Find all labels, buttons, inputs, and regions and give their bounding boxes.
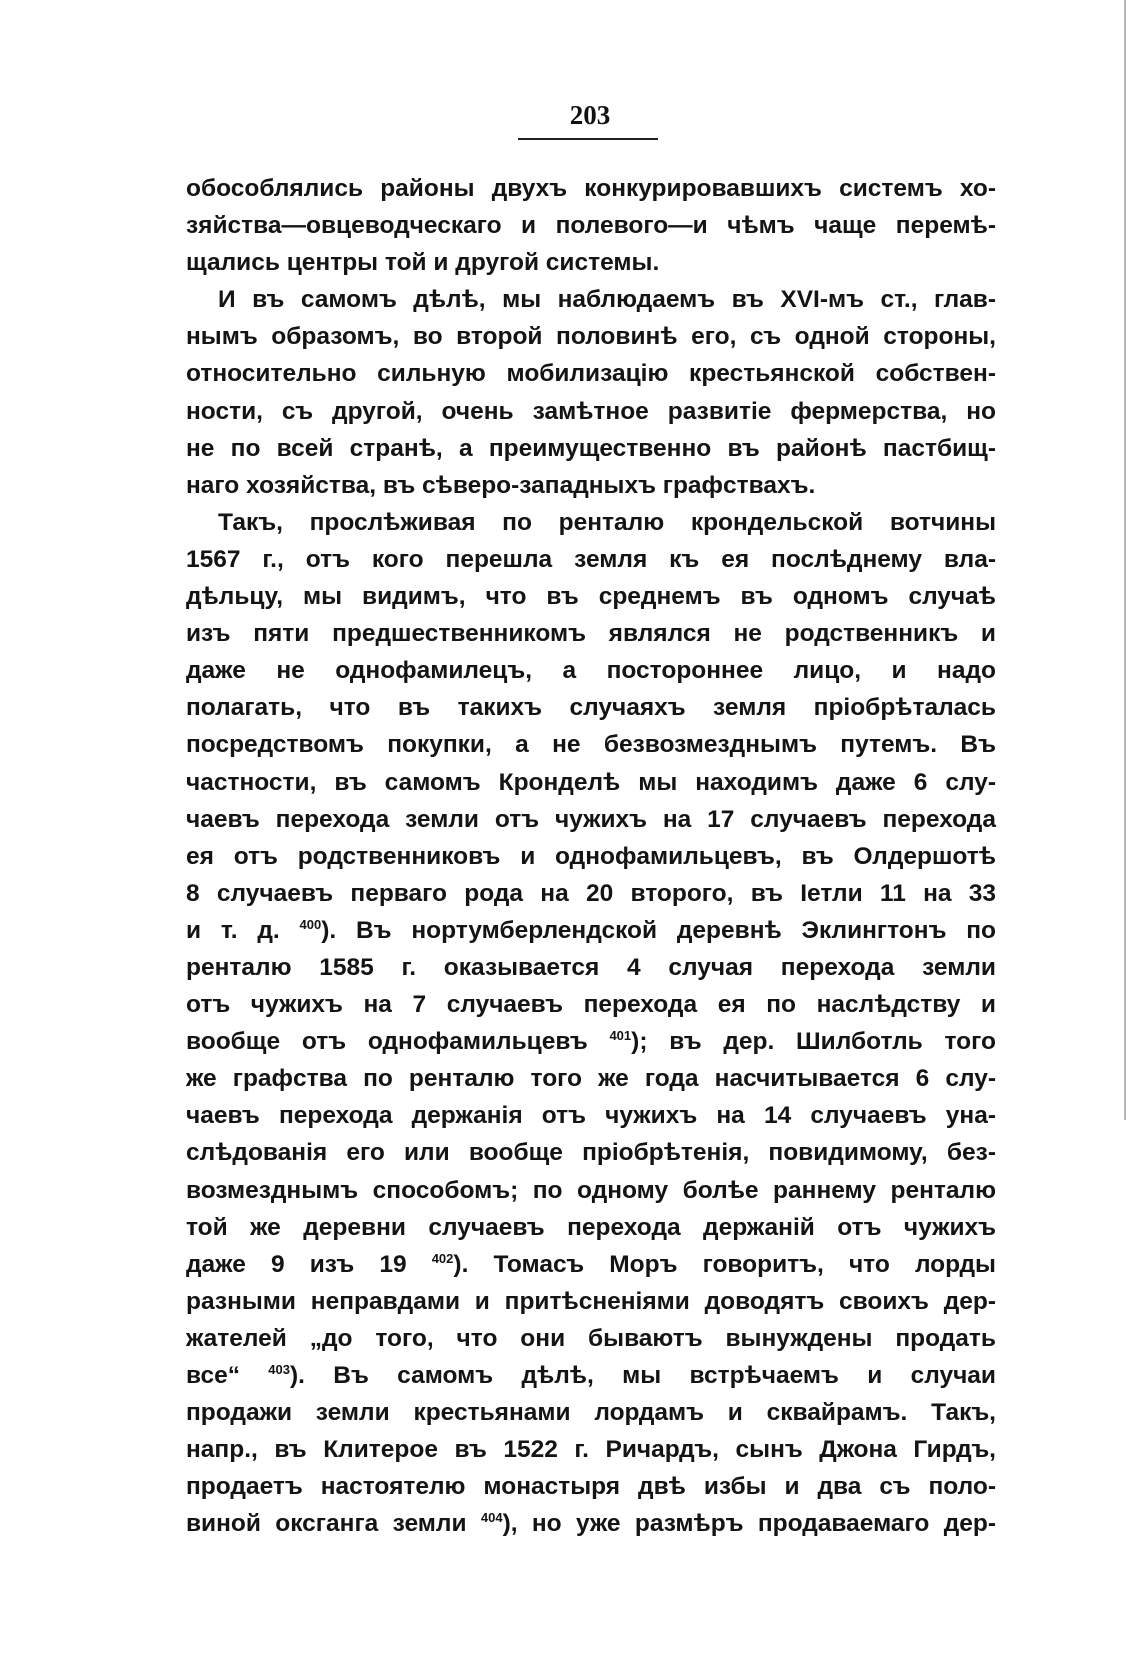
text-line: нымъ образомъ, во второй половинѣ его, съ одной стороны, xyxy=(186,323,996,351)
text-line: частности, въ самомъ Кронделѣ мы находимъ даже 6 слу- xyxy=(186,768,996,796)
footnote-marker: 403 xyxy=(268,1362,290,1377)
text-segment: вообще отъ однофамильцевъ xyxy=(186,1028,610,1056)
text-line: посредствомъ покупки, а не безвозмезднымъ путемъ. Въ xyxy=(186,731,996,759)
text-line: напр., въ Клитерое въ 1522 г. Ричардъ, сынъ Джона Гирдъ, xyxy=(186,1436,996,1464)
text-line: изъ пяти предшественникомъ являлся не родственникъ и xyxy=(186,620,996,648)
text-line: слѣдованія его или вообще пріобрѣтенія, повидимому, без- xyxy=(186,1139,996,1167)
text-line: не по всей странѣ, а преимущественно въ районѣ пастбищ- xyxy=(186,434,996,462)
text-line-with-footnote xyxy=(186,1023,996,1060)
text-line: 1567 г., отъ кого перешла земля къ ея послѣднему вла- xyxy=(186,545,996,573)
text-line: ея отъ родственниковъ и однофамильцевъ, въ Олдершотѣ xyxy=(186,842,996,870)
paragraph-2 xyxy=(186,281,996,504)
text-line: же графства по ренталю того же года насчитывается 6 слу- xyxy=(186,1065,996,1093)
text-line-with-footnote xyxy=(186,1505,996,1542)
text-line-with-footnote xyxy=(186,912,996,949)
text-line: дѣльцу, мы видимъ, что въ среднемъ въ одномъ случаѣ xyxy=(186,583,996,611)
text-line: продаетъ настоятелю монастыря двѣ избы и два съ поло- xyxy=(186,1473,996,1501)
text-line: жателей „до того, что они бываютъ вынуждены продать xyxy=(186,1324,996,1352)
text-segment: ). Въ нортумберлендской деревнѣ Эклингтонъ по xyxy=(321,916,996,944)
text-segment: ), но уже размѣръ продаваемаго дер- xyxy=(502,1510,997,1538)
text-segment: ). Томасъ Моръ говоритъ, что лорды xyxy=(453,1250,996,1278)
text-line: Такъ, прослѣживая по ренталю крондельской вотчины xyxy=(218,508,996,536)
text-segment: и т. д. xyxy=(186,916,300,944)
text-line: даже не однофамилецъ, а постороннее лицо, и надо xyxy=(186,657,996,685)
footnote-marker: 404 xyxy=(480,1510,503,1526)
footnote-marker: 400 xyxy=(299,916,322,932)
text-line: возмезднымъ способомъ; по одному болѣе раннему ренталю xyxy=(186,1176,996,1204)
text-segment: ); въ дер. Шилботль того xyxy=(631,1028,996,1056)
text-segment: все“ xyxy=(186,1362,269,1389)
text-line: отъ чужихъ на 7 случаевъ перехода ея по наслѣдству и xyxy=(186,991,996,1019)
text-line: обособлялись районы двухъ конкурировавшихъ системъ хо- xyxy=(186,175,996,202)
text-line: щались центры той и другой системы. xyxy=(186,249,660,277)
text-line: продажи земли крестьянами лордамъ и сквайрамъ. Такъ, xyxy=(186,1399,996,1427)
text-segment: ). Въ самомъ дѣлѣ, мы встрѣчаемъ и случаи xyxy=(289,1362,996,1389)
text-line-with-footnote xyxy=(186,1246,996,1283)
text-line: И въ самомъ дѣлѣ, мы наблюдаемъ въ XVI-мъ ст., глав- xyxy=(218,286,996,314)
text-line: наго хозяйства, въ сѣверо-западныхъ графствахъ. xyxy=(186,471,816,499)
text-segment: виной оксганга земли xyxy=(186,1510,481,1538)
scan-edge-line xyxy=(1124,0,1126,1120)
text-line: чаевъ перехода земли отъ чужихъ на 17 случаевъ перехода xyxy=(186,805,996,833)
text-line: 8 случаевъ перваго рода на 20 второго, въ Іетли 11 на 33 xyxy=(186,879,996,907)
text-line: разными неправдами и притѣсненіями доводятъ своихъ дер- xyxy=(186,1287,996,1315)
paragraph-1 xyxy=(186,170,996,281)
text-line: ренталю 1585 г. оказывается 4 случая перехода земли xyxy=(186,953,996,981)
text-line: полагать, что въ такихъ случаяхъ земля пріобрѣталась xyxy=(186,694,996,722)
text-line: ности, съ другой, очень замѣтное развитіе фермерства, но xyxy=(186,397,996,425)
page-number-rule xyxy=(518,138,658,140)
footnote-marker: 401 xyxy=(609,1028,632,1044)
text-segment: даже 9 изъ 19 xyxy=(186,1250,432,1278)
page-number: 203 xyxy=(569,100,611,130)
text-line-with-footnote xyxy=(186,1357,996,1394)
text-line: относительно сильную мобилизацію крестьянской собствен- xyxy=(186,360,996,388)
paragraph-3 xyxy=(186,504,996,1543)
text-line: зяйства—овцеводческаго и полевого—и чѣмъ чаще перемѣ- xyxy=(186,212,996,240)
footnote-marker: 402 xyxy=(431,1250,454,1266)
text-line: той же деревни случаевъ перехода держаній отъ чужихъ xyxy=(186,1213,996,1241)
body-text xyxy=(186,170,996,1542)
text-line: чаевъ перехода держанія отъ чужихъ на 14 случаевъ уна- xyxy=(186,1102,996,1130)
